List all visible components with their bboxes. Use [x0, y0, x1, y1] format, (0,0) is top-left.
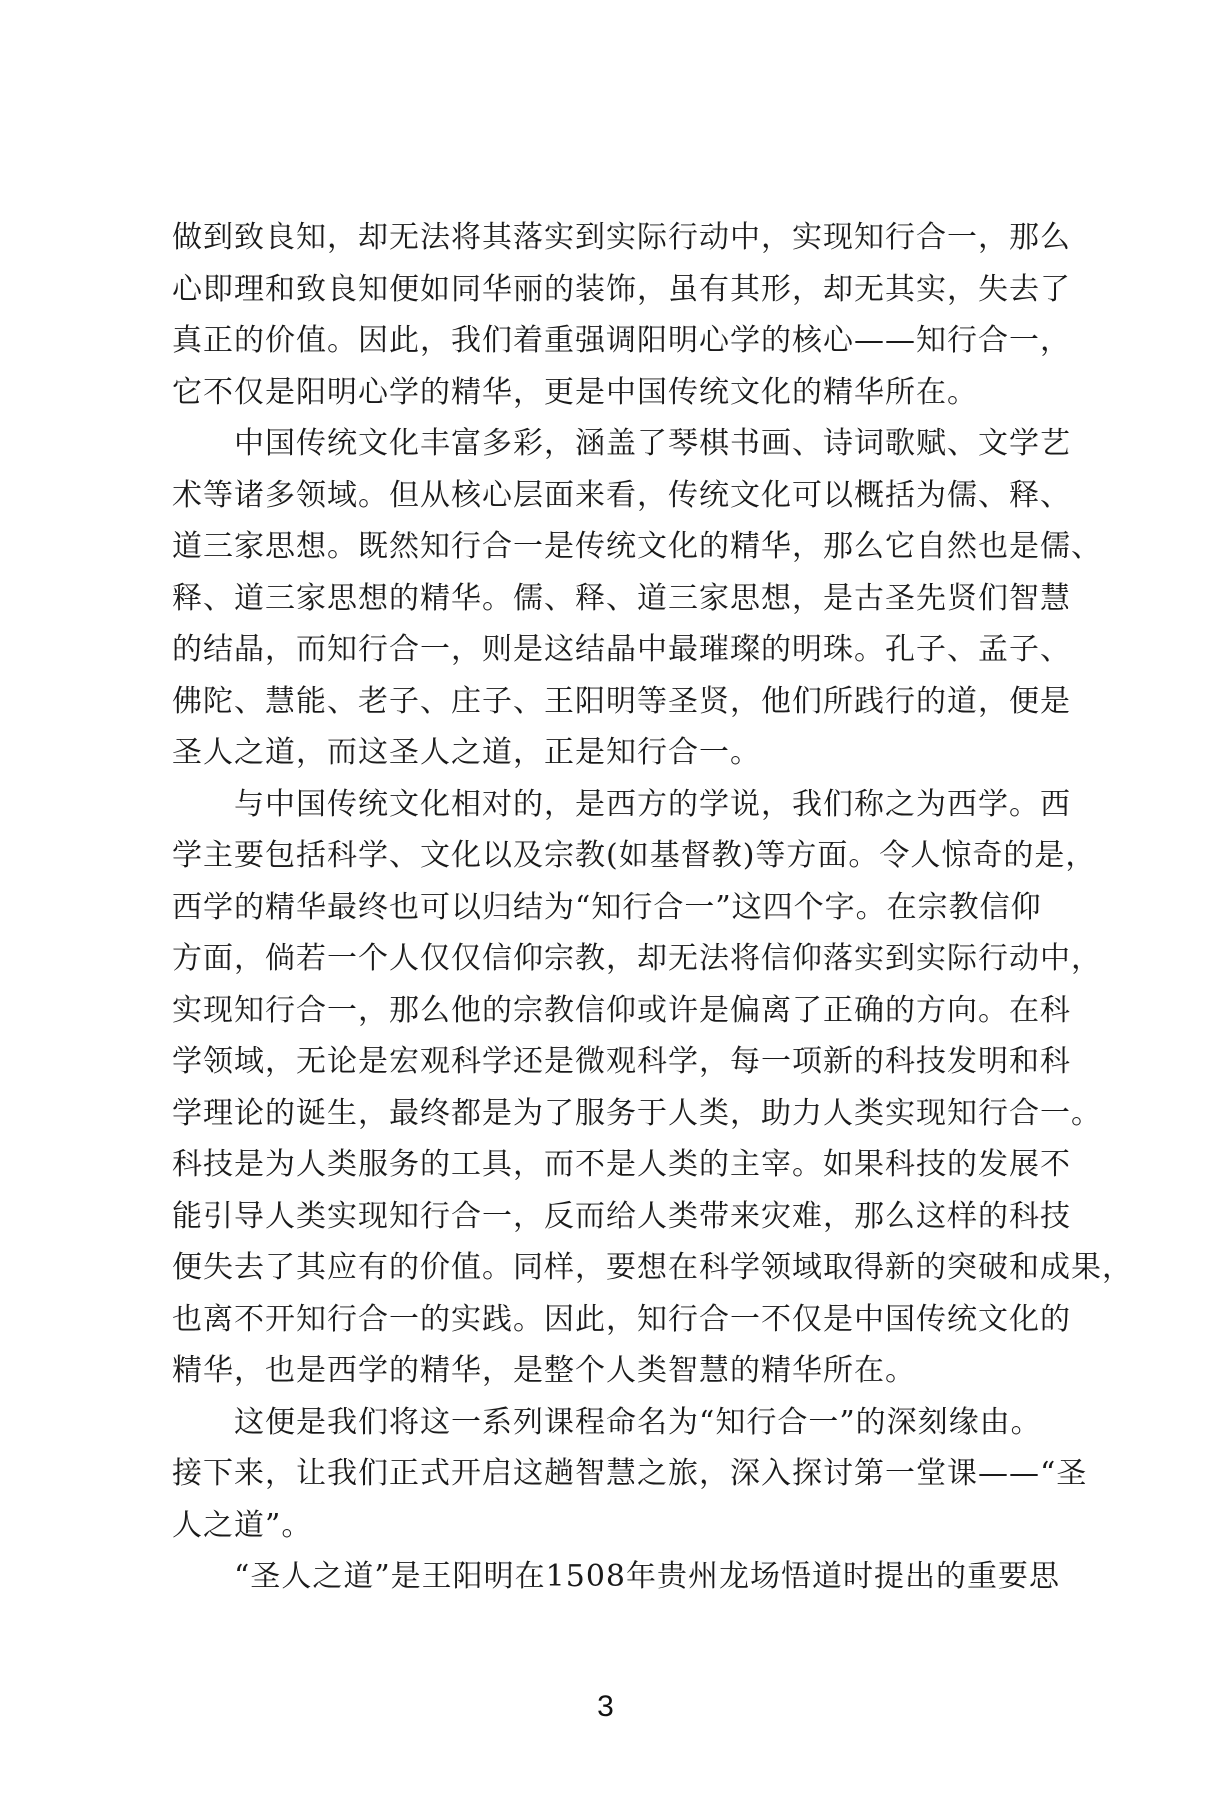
text-line: 实现知行合一，那么他的宗教信仰或许是偏离了正确的方向。在科: [172, 992, 1071, 1028]
text-line: 学领域，无论是宏观科学还是微观科学，每一项新的科技发明和科: [172, 1044, 1071, 1079]
text-line: 便失去了其应有的价值。同样，要想在科学领域取得新的突破和成果，: [172, 1250, 1133, 1285]
text-line: 佛陀、慧能、老子、庄子、王阳明等圣贤，他们所践行的道，便是: [172, 683, 1071, 719]
text-line: 心即理和致良知便如同华丽的装饰，虽有其形，却无其实，失去了: [172, 271, 1071, 307]
text-line: 释、道三家思想的精华。儒、释、道三家思想，是古圣先贤们智慧: [172, 580, 1071, 616]
paragraph: [172, 1551, 1061, 1603]
text-line: 学主要包括科学、文化以及宗教(如基督教)等方面。令人惊奇的是，: [172, 838, 1097, 873]
text-line: 精华，也是西学的精华，是整个人类智慧的精华所在。: [172, 1353, 916, 1388]
paragraph: [172, 418, 1102, 779]
body-text: [172, 212, 1133, 1603]
text-line: 也离不开知行合一的实践。因此，知行合一不仅是中国传统文化的: [172, 1301, 1071, 1337]
paragraph: [172, 779, 1133, 1397]
text-line: 术等诸多领域。但从核心层面来看，传统文化可以概括为儒、释、: [172, 477, 1071, 513]
text-line: 它不仅是阳明心学的精华，更是中国传统文化的精华所在。: [172, 374, 978, 410]
text-line: 能引导人类实现知行合一，反而给人类带来灾难，那么这样的科技: [172, 1198, 1071, 1234]
page-number: 3: [597, 1690, 614, 1723]
text-line: 科技是为人类服务的工具，而不是人类的主宰。如果科技的发展不: [172, 1147, 1071, 1182]
text-line: 真正的价值。因此，我们着重强调阳明心学的核心——知行合一，: [172, 323, 1071, 358]
text-line: 圣人之道，而这圣人之道，正是知行合一。: [172, 735, 761, 770]
text-line: “圣人之道”是王阳明在1508年贵州龙场悟道时提出的重要思: [234, 1559, 1061, 1594]
text-line: 西学的精华最终也可以归结为“知行合一”这四个字。在宗教信仰: [172, 889, 1042, 925]
paragraph: [172, 212, 1071, 418]
text-line: 做到致良知，却无法将其落实到实际行动中，实现知行合一，那么: [172, 220, 1071, 255]
text-line: 中国传统文化丰富多彩，涵盖了琴棋书画、诗词歌赋、文学艺: [234, 426, 1071, 461]
text-line: 接下来，让我们正式开启这趟智慧之旅，深入探讨第一堂课——“圣: [172, 1456, 1088, 1491]
text-line: 与中国传统文化相对的，是西方的学说，我们称之为西学。西: [234, 786, 1071, 822]
text-line: 学理论的诞生，最终都是为了服务于人类，助力人类实现知行合一。: [172, 1095, 1102, 1131]
text-line: 的结晶，而知行合一，则是这结晶中最璀璨的明珠。孔子、孟子、: [172, 632, 1071, 667]
text-line: 道三家思想。既然知行合一是传统文化的精华，那么它自然也是儒、: [172, 529, 1102, 564]
text-line: 人之道”。: [172, 1507, 313, 1543]
text-line: 这便是我们将这一系列课程命名为“知行合一”的深刻缘由。: [234, 1404, 1042, 1440]
paragraph: [172, 1397, 1088, 1552]
text-line: 方面，倘若一个人仅仅信仰宗教，却无法将信仰落实到实际行动中，: [172, 941, 1102, 976]
